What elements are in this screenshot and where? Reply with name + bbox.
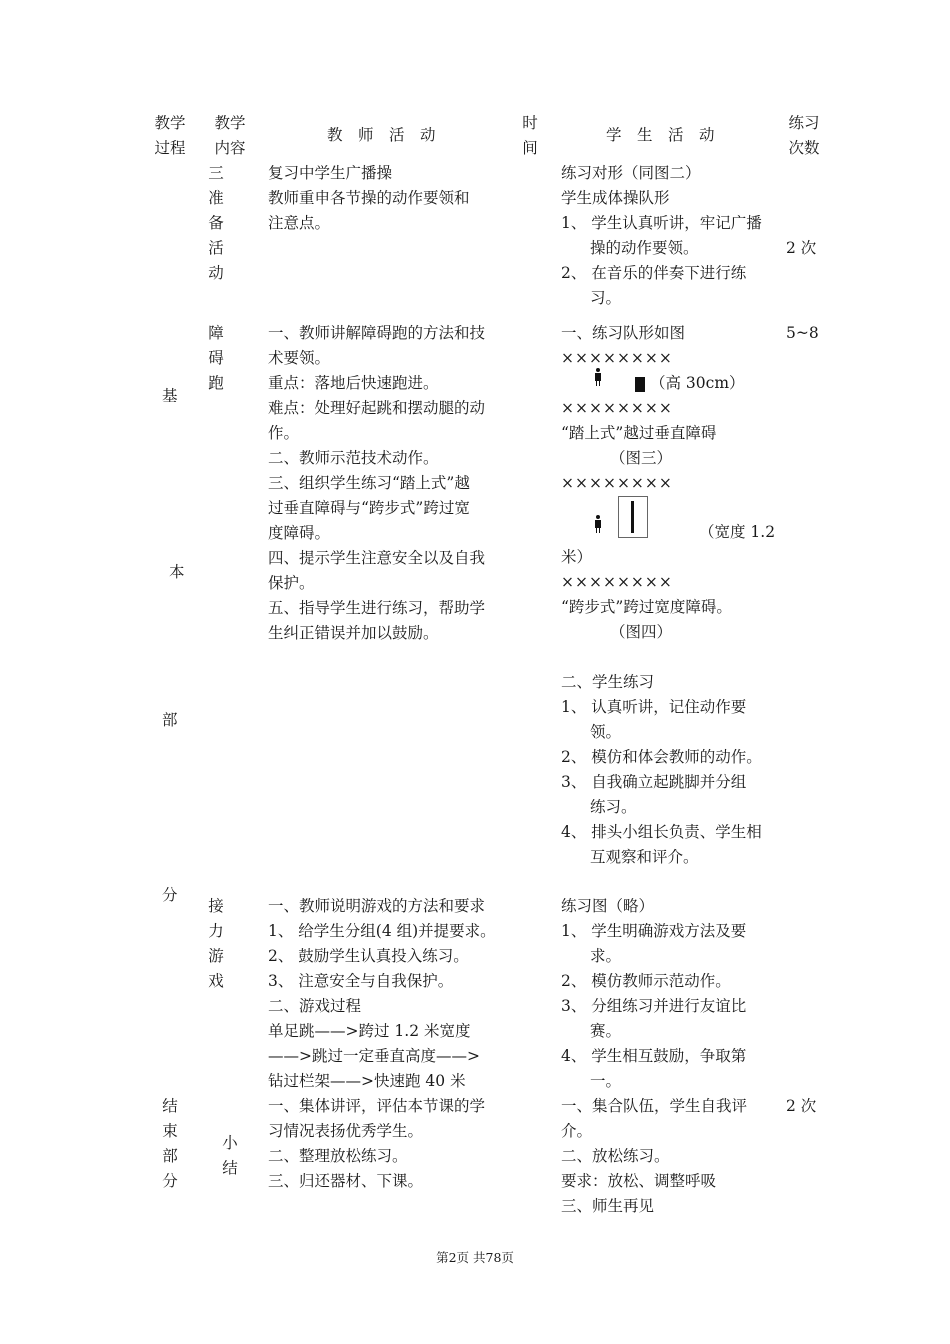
figure-3-label: （图三） xyxy=(610,449,673,467)
section-basic-char-1: 基 xyxy=(162,387,178,405)
hurdle-student-practice: 二、学生练习 1、 认真听讲，记住动作要 领。 2、 模仿和体会教师的动作。 3、 自我确立起跳脚并分组 练习。 4、 排头小组长负责、学生相 互观察和评介。 xyxy=(561,673,762,866)
figure-4-label: （图四） xyxy=(610,623,673,641)
relay-teacher: 一、教师说明游戏的方法和要求 1、 给学生分组(4 组)并提要求。 2、 鼓励学生认真投入练习。 3、 注意安全与自我保护。 二、游戏过程 单足跳——>跨过 1.2 米宽度 ——>跳过一定垂直高度——> 钻过栏架——>快速跑 40 米 xyxy=(268,897,496,1090)
hurdle-student-step1: 一、练习队形如图 xyxy=(561,324,686,342)
hurdle-content: 障 碍 跑 xyxy=(208,324,224,392)
hurdle-teacher: 一、教师讲解障碍跑的方法和技 术要领。 重点：落地后快速跑进。 难点：处理好起跳和摆动腿的动 作。 二、教师示范技术动作。 三、组织学生练习“踏上式”越 过垂直障碍与“跨步式”跨过宽 度障碍。 四、提示学生注意安全以及自我 保护。 五、指导学生进行练习，帮助学 生纠正错误并加以鼓励。 xyxy=(268,324,486,642)
hurdle-reps: 5~8 xyxy=(786,324,819,342)
width-note-cont: 米） xyxy=(561,548,593,566)
formation-row: ×××××××× xyxy=(561,349,673,367)
prep-student: 练习对形（同图二） 学生成体操队形 1、 学生认真听讲，牢记广播 操的动作要领。 2、 在音乐的伴奏下进行练 习。 xyxy=(561,164,762,307)
page-footer: 第2页 共78页 xyxy=(436,1250,514,1265)
stride-caption: “跨步式”跨过宽度障碍。 xyxy=(561,598,732,616)
section-basic-char-3: 部 xyxy=(162,711,178,729)
formation-row: ×××××××× xyxy=(561,573,673,591)
header-teacher-activity: 教 师 活 动 xyxy=(327,126,436,144)
obstacle-height-note: （高 30cm） xyxy=(650,374,745,392)
formation-row: ×××××××× xyxy=(561,474,673,492)
width-obstacle-icon xyxy=(618,496,648,538)
header-time: 时 间 xyxy=(522,114,538,157)
step-on-caption: “踏上式”越过垂直障碍 xyxy=(561,424,717,442)
prep-reps: 2 次 xyxy=(786,239,817,257)
section-end: 结 束 部 分 xyxy=(162,1097,178,1190)
header-content: 教学 内容 xyxy=(214,114,246,157)
section-basic-char-4: 分 xyxy=(162,886,178,904)
relay-student: 练习图（略） 1、 学生明确游戏方法及要 求。 2、 模仿教师示范动作。 3、 分组练习并进行友谊比 赛。 4、 学生相互鼓励，争取第 一。 xyxy=(561,897,747,1090)
person-icon xyxy=(594,368,602,386)
section-basic-char-2: 本 xyxy=(169,563,185,581)
summary-reps: 2 次 xyxy=(786,1097,817,1115)
header-student-activity: 学 生 活 动 xyxy=(606,126,715,144)
prep-teacher: 复习中学生广播操 教师重申各节操的动作要领和 注意点。 xyxy=(268,164,470,232)
header-process: 教学 过程 xyxy=(154,114,186,157)
vertical-obstacle-icon xyxy=(635,377,645,392)
formation-row: ×××××××× xyxy=(561,399,673,417)
summary-content: 小 结 xyxy=(222,1134,238,1177)
width-note: （宽度 1.2 xyxy=(699,523,776,541)
header-reps: 练习 次数 xyxy=(788,114,820,157)
prep-content: 三 准 备 活 动 xyxy=(208,164,224,282)
person-icon xyxy=(594,515,602,533)
relay-content: 接 力 游 戏 xyxy=(208,897,224,990)
summary-student: 一、集合队伍，学生自我评 介。 二、放松练习。 要求：放松、调整呼吸 三、师生再见 xyxy=(561,1097,748,1215)
summary-teacher: 一、集体讲评，评估本节课的学 习情况表扬优秀学生。 二、整理放松练习。 三、归还器材、下课。 xyxy=(268,1097,486,1190)
